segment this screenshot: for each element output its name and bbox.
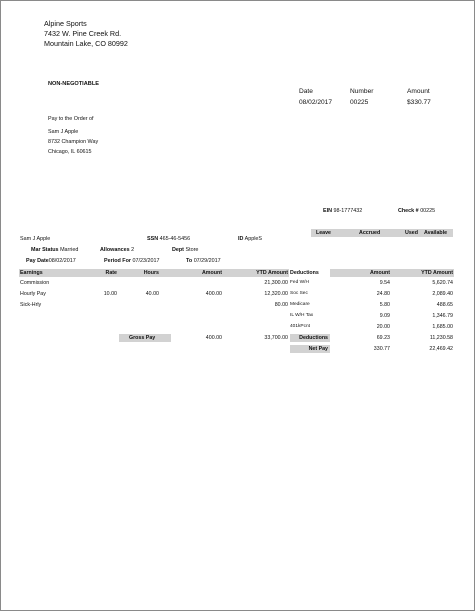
ssn-label: SSN (147, 236, 159, 242)
deductions-total-ytd: 11,230.58 (429, 335, 453, 341)
period-for-label: Period For (104, 258, 131, 264)
company-block (44, 19, 128, 48)
employee-name: Sam J Apple (20, 236, 51, 242)
company-address-line2: Mountain Lake, CO 80992 (44, 38, 128, 48)
payee-address-line1: 8732 Champion Way (48, 138, 99, 145)
deductions-col-header-cell (289, 269, 329, 277)
company-name: Alpine Sports (44, 19, 87, 28)
marital-status-field (31, 247, 78, 253)
ein-field (323, 208, 362, 214)
gross-pay-label-cell (119, 334, 171, 342)
check-no-value: 00225 (420, 208, 436, 214)
deduction-ytd: 5,620.74 (432, 280, 453, 286)
allowances-label: Allowances (100, 247, 130, 253)
payee-address-line2: Chicago, IL 60615 (48, 148, 92, 155)
net-pay-ytd: 22,469.42 (429, 346, 453, 352)
deductions-total-label-cell (290, 334, 330, 342)
rate-col-header: Rate (105, 270, 117, 276)
deductions-header-bar (330, 269, 454, 277)
check-date-label: Date (299, 88, 313, 95)
accrued-header: Accrued (359, 230, 381, 236)
company-address-line1: 7432 W. Pine Creek Rd. (44, 28, 122, 38)
check-no-label: Check # (398, 208, 419, 214)
pay-date-value: 08/02/2017 (48, 258, 76, 264)
period-to-field (186, 258, 221, 264)
leave-header: Leave (315, 230, 331, 236)
allowances-field (100, 247, 134, 253)
used-header: Used (405, 230, 418, 236)
ssn-field (147, 236, 190, 242)
gross-pay-label: Gross Pay (129, 335, 156, 341)
deduction-amount: 9.54 (379, 280, 390, 286)
leave-header-bar (311, 229, 453, 237)
earning-name: Hourly Pay (20, 291, 46, 297)
available-header: Available (424, 230, 448, 236)
deduction-ytd: 2,089.40 (432, 291, 453, 297)
deduction-name: Soc Sec (290, 291, 308, 296)
deduction-ytd: 1,346.79 (432, 313, 453, 319)
ein-label: EIN (323, 208, 332, 214)
deductions-col-header: Deductions (290, 270, 319, 276)
deduction-amount: 24.80 (376, 291, 390, 297)
non-negotiable-label: NON-NEGOTIABLE (48, 81, 99, 87)
deduction-name: 401kPcnt (290, 324, 311, 329)
amount-col-header: Amount (201, 270, 222, 276)
period-for-field (104, 258, 159, 264)
pay-to-order-label: Pay to the Order of (48, 116, 94, 122)
earning-amount: 400.00 (205, 291, 222, 297)
to-label: To (186, 258, 193, 264)
net-pay-label: Net Pay (308, 346, 328, 352)
deduction-name: IL W/H Tax (290, 313, 314, 318)
deduction-amount: 20.00 (376, 324, 390, 330)
dept-label: Dept (172, 247, 184, 253)
payee-name: Sam J Apple (48, 129, 79, 135)
ssn-value: 465-46-5456 (159, 236, 191, 242)
ded-amount-col-header: Amount (369, 270, 390, 276)
earnings-col-header: Earnings (20, 270, 43, 276)
earning-name: Commission (20, 280, 50, 286)
id-label: ID (238, 236, 244, 242)
mar-status-value: Married (60, 247, 79, 253)
hours-col-header: Hours (143, 270, 159, 276)
earning-ytd: 80.00 (274, 302, 288, 308)
to-value: 07/29/2017 (193, 258, 221, 264)
earnings-header-bar (19, 269, 289, 277)
dept-field (172, 247, 198, 253)
check-amount: $330.77 (407, 99, 431, 106)
deduction-name: Medicare (290, 302, 310, 307)
net-pay-amount: 330.77 (373, 346, 390, 352)
id-value: AppleS (244, 236, 262, 242)
ytd-col-header: YTD Amount (256, 270, 288, 276)
earning-hours: 40.00 (145, 291, 159, 297)
earning-ytd: 12,320.00 (264, 291, 288, 297)
earning-rate: 10.00 (103, 291, 117, 297)
check-no-field (398, 208, 435, 214)
deductions-total-label: Deductions (299, 335, 328, 341)
check-number: 00225 (350, 99, 369, 106)
pay-date-label: Pay Date (26, 258, 49, 264)
ded-ytd-col-header: YTD Amount (421, 270, 453, 276)
gross-pay-ytd: 33,700.00 (264, 335, 288, 341)
earning-ytd: 21,300.00 (264, 280, 288, 286)
allowances-value: 2 (131, 247, 135, 253)
net-pay-label-cell (290, 345, 330, 353)
gross-pay-amount: 400.00 (205, 335, 222, 341)
earning-name: Sick-Hrly (20, 302, 42, 308)
check-amount-label: Amount (407, 88, 430, 95)
deduction-amount: 5.80 (379, 302, 390, 308)
period-for-value: 07/23/2017 (132, 258, 160, 264)
deductions-total-amount: 69.23 (376, 335, 390, 341)
mar-status-label: Mar Status (31, 247, 59, 253)
deduction-name: Fed W/H (290, 280, 309, 285)
deduction-ytd: 488.65 (436, 302, 453, 308)
deduction-ytd: 1,685.00 (432, 324, 453, 330)
dept-value: Store (185, 247, 199, 253)
deduction-amount: 9.09 (379, 313, 390, 319)
check-date: 08/02/2017 (299, 99, 333, 106)
id-field (238, 236, 262, 242)
ein-value: 98-1777432 (333, 208, 363, 214)
check-number-label: Number (350, 88, 374, 95)
pay-date-field (26, 258, 76, 264)
payee-address-block (48, 128, 98, 157)
